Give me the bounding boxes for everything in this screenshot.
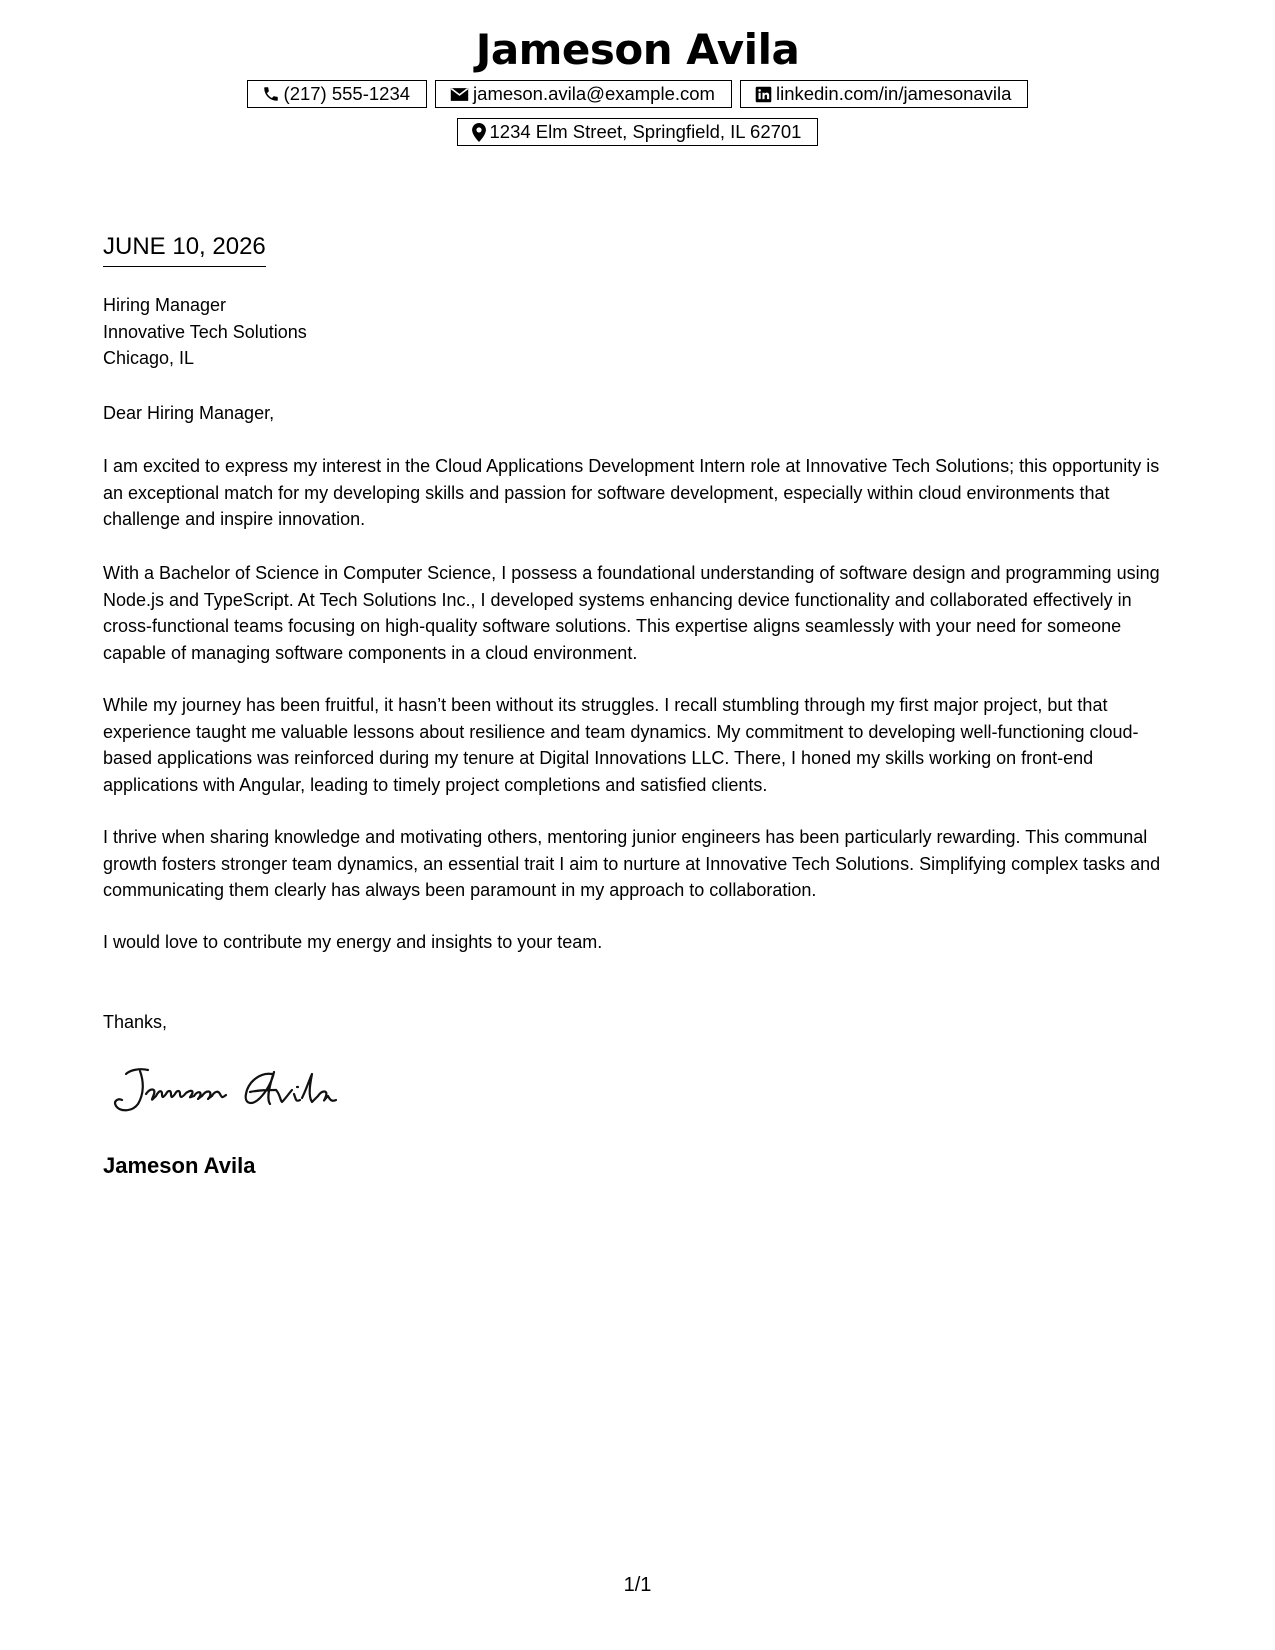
- contact-row: [0, 80, 1275, 108]
- email-address: jameson.avila@example.com: [473, 83, 715, 104]
- address-contact: [457, 118, 819, 146]
- map-pin-icon: [472, 123, 486, 142]
- email-contact: [435, 80, 732, 108]
- recipient-company: Innovative Tech Solutions: [103, 321, 307, 342]
- body-paragraph: I would love to contribute my energy and insights to your team.: [103, 932, 603, 952]
- applicant-name: Jameson Avila: [475, 25, 800, 74]
- envelope-icon: [450, 87, 469, 102]
- recipient-location: Chicago, IL: [103, 348, 195, 368]
- body-paragraph: While my journey has been fruitful, it hasn’t been without its struggles. I recall stumbling through my first major project, but that experience taught me valuable lessons about resilience and team dynamics. My commitment to developing well-functioning cloud-based applications was reinforced during my tenure at Digital Innovations LLC. There, I honed my skills working on front-end applications with Angular, leading to timely project completions and satisfied clients.: [103, 695, 1139, 795]
- letter-date: JUNE 10, 2026: [103, 232, 266, 267]
- handwritten-signature: [110, 1060, 370, 1120]
- recipient-title: Hiring Manager: [103, 295, 227, 315]
- closing: Thanks,: [103, 1012, 168, 1032]
- body-paragraph: I am excited to express my interest in the Cloud Applications Development Intern role at Innovative Tech Solutions; this opportunity is an exceptional match for my developing skills and passion for software development, especially within cloud environments that challenge and inspire innovation.: [103, 456, 1160, 529]
- phone-contact: [247, 80, 428, 108]
- linkedin-url: linkedin.com/in/jamesonavila: [775, 83, 1012, 104]
- body-paragraph: With a Bachelor of Science in Computer Science, I possess a foundational understanding of software design and programming using Node.js and TypeScript. At Tech Solutions Inc., I developed systems enhancing device functionality and collaborated effectively in cross-functional teams focusing on high-quality software solutions. This expertise aligns seamlessly with your need for someone capable of managing software components in a cloud environment.: [103, 563, 1160, 663]
- linkedin-icon: [755, 86, 772, 103]
- recipient-block: [103, 292, 1178, 372]
- linkedin-contact: [740, 80, 1028, 108]
- body-paragraph: I thrive when sharing knowledge and motivating others, mentoring junior engineers has been particularly rewarding. This communal growth fosters stronger team dynamics, an essential trait I aim to nurture at Innovative Tech Solutions. Simplifying complex tasks and communicating them clearly has always been paramount in my approach to collaboration.: [103, 827, 1161, 900]
- address-row: [0, 118, 1275, 146]
- salutation: Dear Hiring Manager,: [103, 403, 275, 423]
- street-address: 1234 Elm Street, Springfield, IL 62701: [489, 121, 802, 142]
- signer-name: Jameson Avila: [103, 1153, 256, 1178]
- page-indicator: 1/1: [623, 1574, 652, 1596]
- phone-icon: [262, 85, 280, 103]
- phone-number: (217) 555-1234: [283, 83, 411, 104]
